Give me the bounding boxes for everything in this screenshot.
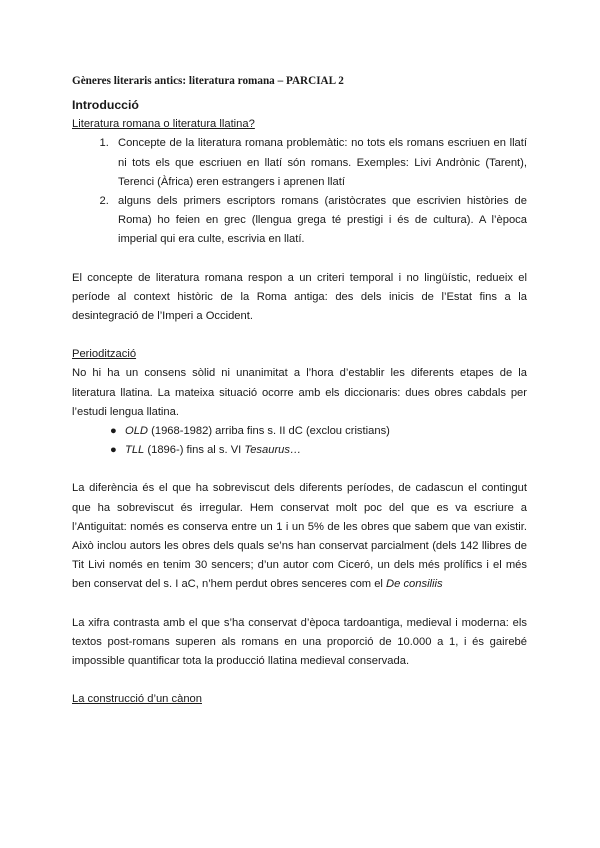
bullet-list (72, 422, 527, 460)
section-title-canon: La construcció d’un cànon (72, 693, 202, 706)
list-item (110, 441, 527, 460)
italic-title: De consiliis (386, 578, 443, 591)
italic-term: Tesaurus… (244, 444, 302, 457)
section-title-periodization: Periodització (72, 348, 137, 361)
list-item: 1. Concepte de la literatura romana problemàtic: no tots els romans escriuen en llatí ni tots els que escriuen en llatí són romans. Exemples: Livi Andrònic (Tarent), Terenci (Àfrica) eren estrangers i aprenen llatí (112, 134, 527, 192)
paragraph: El concepte de literatura romana respon a un criteri temporal i no lingüístic, redueix el període al context històric de la Roma antiga: des dels inicis de l’Estat fins a la desintegració de l’Imperi a Occident. (72, 271, 527, 323)
list-item-text: (1896-) fins al s. VI (144, 444, 245, 457)
paragraph: La xifra contrasta amb el que s’ha conservat d’època tardoantiga, medieval i moderna: els textos post-romans superen als romans en una proporció de 10.000 a 1, i és gairebé impossible quantificar tota la producció llatina medieval conservada. (72, 616, 527, 668)
abbr-tll: TLL (125, 444, 145, 457)
bullet-icon: ● (110, 444, 117, 457)
document-header: Gèneres literaris antics: literatura romana – PARCIAL 2 (72, 75, 344, 87)
list-item-text: (1968-1982) arriba fins s. II dC (exclou cristians) (148, 425, 390, 438)
paragraph: No hi ha un consens sòlid ni unanimitat a l’hora d’establir les diferents etapes de la literatura llatina. La mateixa situació ocorre amb els diccionaris: dues obres cabdals per l’estudi lengua llatina. (72, 367, 527, 418)
list-item: 2. alguns dels primers escriptors romans (aristòcrates que escrivien històries de Roma) ho feien en grec (llengua grega té prestigi i és de cultura). A l’època imperial qui era culte, escrivia en llatí. (112, 192, 527, 250)
numbered-list (72, 134, 527, 249)
paragraph (72, 479, 527, 594)
abbr-old: OLD (125, 425, 149, 438)
list-item (110, 422, 527, 441)
section-subtitle: Literatura romana o literatura llatina? (72, 118, 255, 131)
document-page (72, 72, 527, 709)
paragraph-text: La diferència és el que ha sobreviscut dels diferents períodes, de cadascun el contingut que ha sobreviscut és irregular. Hem conservat molt poc del que es va escriure a l’Antiguitat: només es conserva entre un 1 i un 5% de les obres que sabem que van existir. Això inclou autors les obres dels quals se’ns han conservat parcialment (dels 142 llibres de Tit Livi només en tenim 30 sencers; d’un autor com Ciceró, un dels més prolífics i el més ben conservat del s. I aC, n’hem perdut obres senceres com el (72, 482, 527, 591)
section-title-introduction: Introducció (72, 98, 139, 113)
bullet-icon: ● (110, 425, 117, 438)
